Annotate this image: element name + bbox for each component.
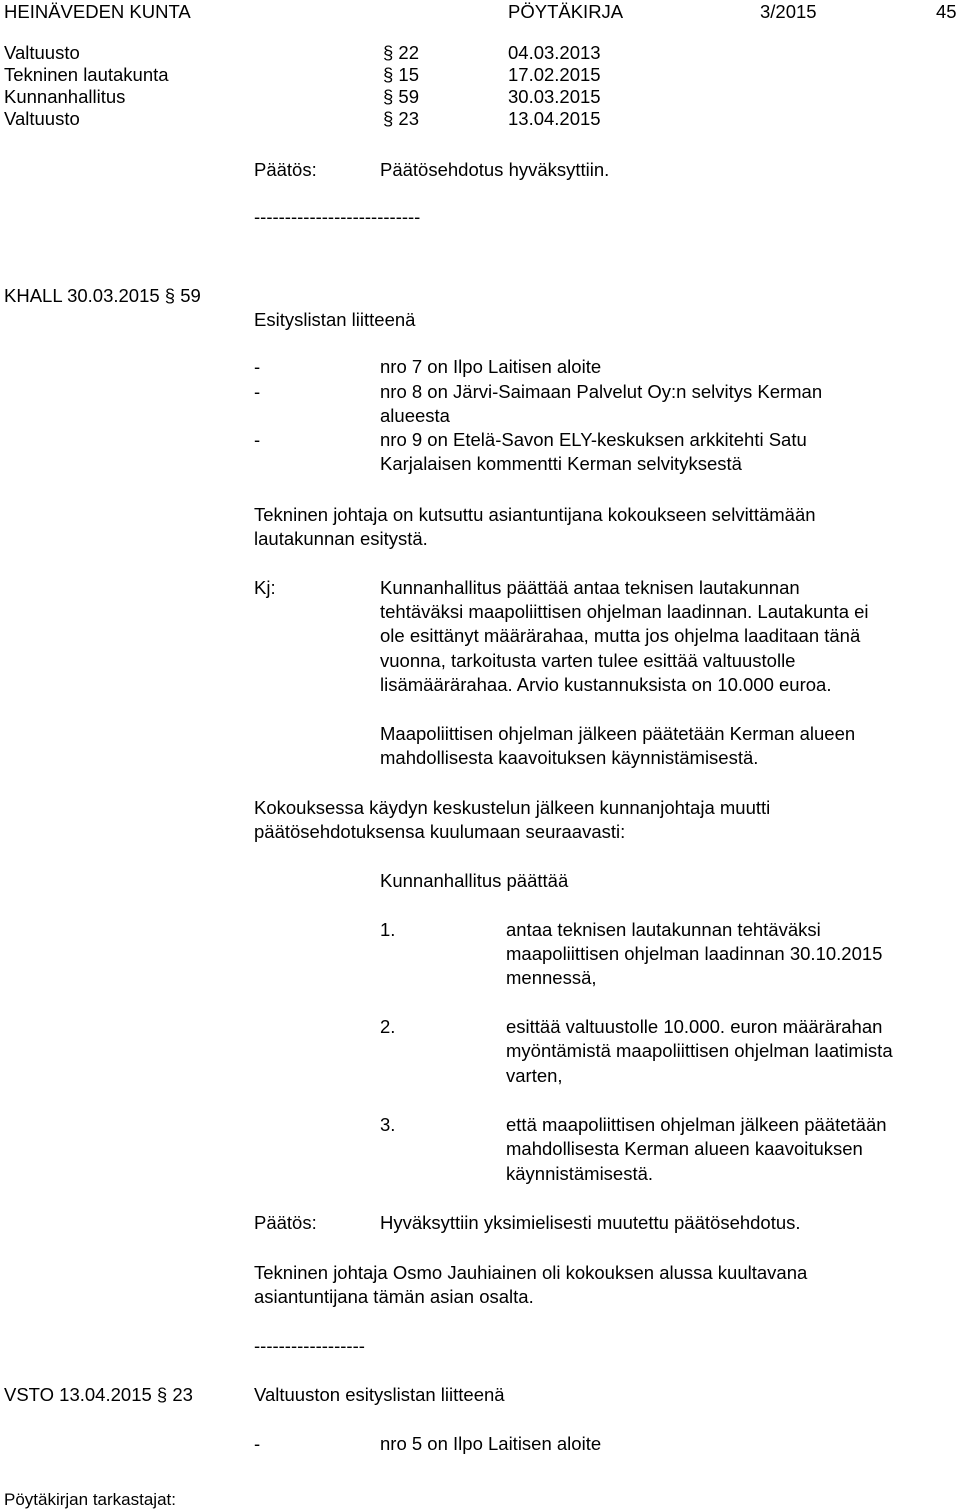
item-line: maapoliittisen ohjelman laadinnan 30.10.2015 [506, 943, 883, 964]
list-item: nro 8 on Järvi-Saimaan Palvelut Oy:n selvitys Kerman [380, 381, 823, 402]
section-reference: KHALL 30.03.2015 § 59 [4, 285, 201, 306]
item-number: 1. [380, 919, 396, 940]
history-body: Valtuusto [4, 42, 80, 63]
paragraph-line: asiantuntijana tämän asian osalta. [254, 1286, 534, 1307]
decision-label: Päätös: [254, 159, 317, 180]
page-number: 45 [936, 1, 957, 22]
history-section: § 59 [383, 86, 420, 107]
item-line: antaa teknisen lautakunnan tehtäväksi [506, 919, 821, 940]
item-line: varten, [506, 1065, 563, 1086]
list-dash: - [254, 381, 261, 402]
history-body: Kunnanhallitus [4, 86, 126, 107]
separator: --------------------------- [254, 206, 421, 227]
list-item: alueesta [380, 405, 450, 426]
history-section: § 15 [383, 64, 420, 85]
history-date: 04.03.2013 [508, 42, 601, 63]
item-line: mahdollisesta Kerman alueen kaavoituksen [506, 1138, 863, 1159]
history-date: 30.03.2015 [508, 86, 601, 107]
item-number: 3. [380, 1114, 396, 1135]
kj-line: tehtäväksi maapoliittisen ohjelman laadinnan. Lautakunta ei [380, 601, 869, 622]
kj-line: mahdollisesta kaavoituksen käynnistämisestä. [380, 747, 759, 768]
document-type: PÖYTÄKIRJA [508, 1, 624, 22]
history-section: § 23 [383, 108, 420, 129]
list-item: nro 9 on Etelä-Savon ELY-keskuksen arkkitehti Satu [380, 429, 807, 450]
list-dash: - [254, 1433, 261, 1454]
kj-line: vuonna, tarkoitusta varten tulee esittää valtuustolle [380, 650, 796, 671]
kj-line: Kunnanhallitus päättää antaa teknisen lautakunnan [380, 577, 800, 598]
footer-label: Pöytäkirjan tarkastajat: [4, 1490, 176, 1509]
history-body: Tekninen lautakunta [4, 64, 169, 85]
list-item: nro 7 on Ilpo Laitisen aloite [380, 356, 602, 377]
kj-line: Maapoliittisen ohjelman jälkeen päätetään Kerman alueen [380, 723, 856, 744]
list-dash: - [254, 356, 261, 377]
municipality-name: HEINÄVEDEN KUNTA [4, 1, 191, 22]
history-date: 13.04.2015 [508, 108, 601, 129]
paragraph-line: päätösehdotuksensa kuulumaan seuraavasti: [254, 821, 626, 842]
list-item: nro 5 on Ilpo Laitisen aloite [380, 1433, 602, 1454]
paragraph-line: Tekninen johtaja Osmo Jauhiainen oli kokouksen alussa kuultavana [254, 1262, 808, 1283]
kj-line: ole esittänyt määrärahaa, mutta jos ohjelma laaditaan tänä [380, 625, 861, 646]
paragraph-line: Tekninen johtaja on kutsuttu asiantuntijana kokoukseen selvittämään [254, 504, 816, 525]
item-line: esittää valtuustolle 10.000. euron määrärahan [506, 1016, 883, 1037]
attachments-title: Esityslistan liitteenä [254, 309, 416, 330]
list-dash: - [254, 429, 261, 450]
separator: ------------------ [254, 1335, 365, 1356]
item-line: käynnistämisestä. [506, 1163, 654, 1184]
decides-heading: Kunnanhallitus päättää [380, 870, 569, 891]
item-line: että maapoliittisen ohjelman jälkeen päätetään [506, 1114, 887, 1135]
history-section: § 22 [383, 42, 420, 63]
item-line: myöntämistä maapoliittisen ohjelman laatimista [506, 1040, 893, 1061]
kj-line: lisämäärärahaa. Arvio kustannuksista on 10.000 euroa. [380, 674, 832, 695]
paragraph-line: Kokouksessa käydyn keskustelun jälkeen kunnanjohtaja muutti [254, 797, 771, 818]
decision-text: Hyväksyttiin yksimielisesti muutettu päätösehdotus. [380, 1212, 801, 1233]
kj-label: Kj: [254, 577, 276, 598]
list-item: Karjalaisen kommentti Kerman selvityksestä [380, 453, 742, 474]
item-line: mennessä, [506, 967, 597, 988]
section-title: Valtuuston esityslistan liitteenä [254, 1384, 505, 1405]
decision-text: Päätösehdotus hyväksyttiin. [380, 159, 610, 180]
paragraph-line: lautakunnan esitystä. [254, 528, 428, 549]
item-number: 2. [380, 1016, 396, 1037]
history-date: 17.02.2015 [508, 64, 601, 85]
decision-label: Päätös: [254, 1212, 317, 1233]
section-reference: VSTO 13.04.2015 § 23 [4, 1384, 193, 1405]
document-number: 3/2015 [760, 1, 817, 22]
history-body: Valtuusto [4, 108, 80, 129]
